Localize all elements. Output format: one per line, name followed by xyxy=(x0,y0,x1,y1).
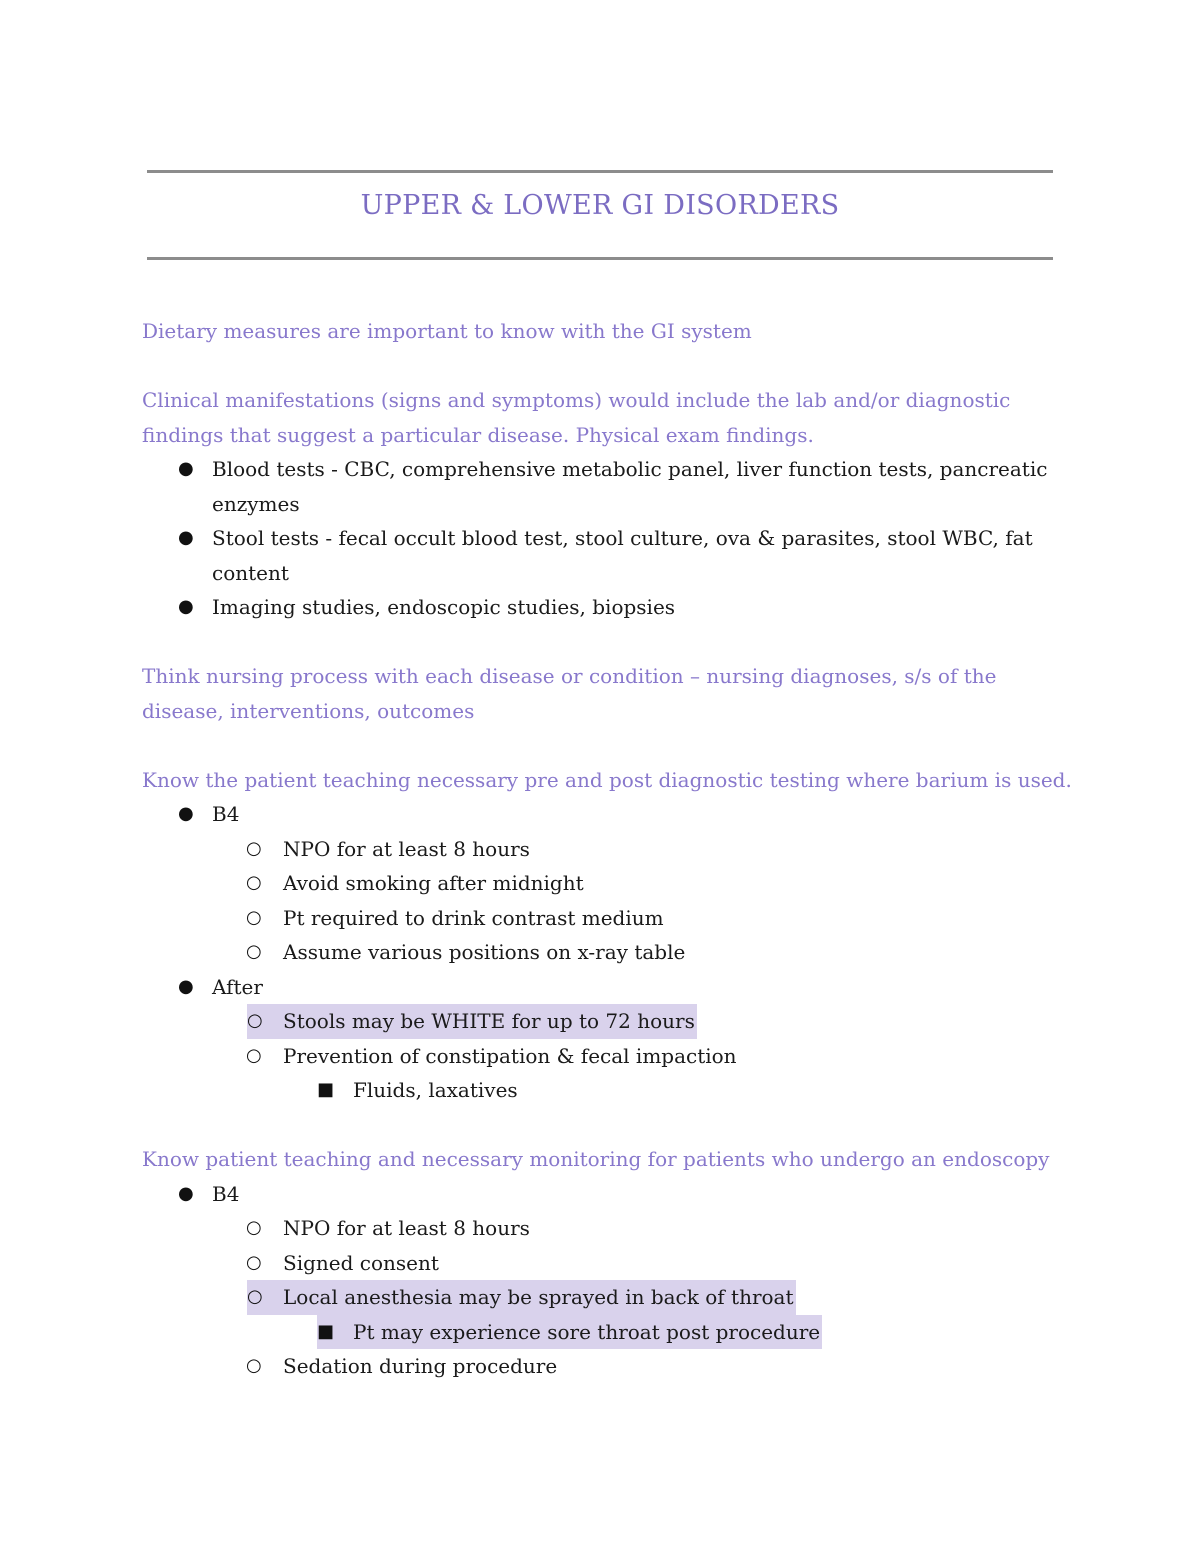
list-item-text: Blood tests - CBC, comprehensive metabolic panel, liver function tests, pancreatic enzymes xyxy=(212,457,1048,516)
list-item-text: Fluids, laxatives xyxy=(353,1078,518,1102)
list-item-text: Local anesthesia may be sprayed in back of throat xyxy=(283,1285,794,1309)
list-item xyxy=(142,935,1072,970)
list-item-highlighted xyxy=(142,1004,1072,1039)
list-item xyxy=(142,901,1072,936)
square-bullet-icon: ■ xyxy=(317,1320,335,1342)
list-item xyxy=(142,797,1072,832)
list-item xyxy=(142,452,1072,521)
list-item xyxy=(142,1349,1072,1384)
document-body xyxy=(142,314,1072,1384)
bullet-icon: ● xyxy=(178,458,194,479)
list-item-text: Stool tests - fecal occult blood test, stool culture, ova & parasites, stool WBC, fat content xyxy=(212,526,1033,585)
list-item xyxy=(142,1246,1072,1281)
title-top-rule xyxy=(147,170,1053,173)
list-item xyxy=(142,832,1072,867)
highlight xyxy=(317,1315,822,1350)
section-heading-clinical-manifestations: Clinical manifestations (signs and symptoms) would include the lab and/or diagnostic findings that suggest a particular disease. Physical exam findings. xyxy=(142,388,1011,447)
clinical-tests-list xyxy=(142,452,1072,625)
highlight xyxy=(247,1004,697,1039)
circle-bullet-icon: ○ xyxy=(246,1044,262,1066)
list-item-text: B4 xyxy=(212,1181,240,1206)
endoscopy-list xyxy=(142,1177,1072,1384)
list-item xyxy=(142,1073,1072,1108)
highlight xyxy=(247,1280,796,1315)
square-bullet-icon: ■ xyxy=(317,1079,335,1100)
section-heading-dietary: Dietary measures are important to know with the GI system xyxy=(142,319,752,343)
circle-bullet-icon: ○ xyxy=(246,1355,262,1376)
list-item-text: Pt required to drink contrast medium xyxy=(283,905,664,930)
list-item xyxy=(142,866,1072,901)
bullet-icon: ● xyxy=(178,596,194,617)
list-item xyxy=(142,970,1072,1005)
list-item xyxy=(142,590,1072,625)
list-item xyxy=(142,521,1072,590)
circle-bullet-icon: ○ xyxy=(246,837,262,859)
list-item-text: Signed consent xyxy=(283,1250,439,1275)
list-item-text: Stools may be WHITE for up to 72 hours xyxy=(283,1009,695,1033)
list-item-highlighted xyxy=(142,1315,1072,1350)
circle-bullet-icon: ○ xyxy=(246,872,262,893)
list-item xyxy=(142,1177,1072,1212)
list-item-text: After xyxy=(212,974,263,999)
list-item-text: Avoid smoking after midnight xyxy=(283,871,584,895)
section-heading-barium: Know the patient teaching necessary pre and post diagnostic testing where barium is used. xyxy=(142,767,1072,792)
list-item xyxy=(142,1039,1072,1074)
list-item-text: Assume various positions on x-ray table xyxy=(283,940,686,964)
circle-bullet-icon: ○ xyxy=(246,941,262,962)
section-heading-nursing-process: Think nursing process with each disease or condition – nursing diagnoses, s/s of the disease, interventions, outcomes xyxy=(142,664,997,723)
circle-bullet-icon: ○ xyxy=(246,906,262,928)
list-item-text: NPO for at least 8 hours xyxy=(283,1216,530,1240)
circle-bullet-icon: ○ xyxy=(246,1217,262,1238)
list-item-text: B4 xyxy=(212,802,240,826)
list-item-text: Pt may experience sore throat post procedure xyxy=(353,1319,821,1344)
circle-bullet-icon: ○ xyxy=(247,1286,263,1307)
list-item xyxy=(142,1211,1072,1246)
list-item-text: Imaging studies, endoscopic studies, biopsies xyxy=(212,595,676,619)
bullet-icon: ● xyxy=(178,527,194,548)
title-bottom-rule xyxy=(147,257,1053,260)
barium-list xyxy=(142,797,1072,1108)
list-item-text: NPO for at least 8 hours xyxy=(283,836,530,861)
list-item-text: Prevention of constipation & fecal impaction xyxy=(283,1043,737,1068)
circle-bullet-icon: ○ xyxy=(246,1251,262,1273)
bullet-icon: ● xyxy=(178,1182,194,1204)
circle-bullet-icon: ○ xyxy=(247,1010,263,1031)
list-item-text: Sedation during procedure xyxy=(283,1354,558,1378)
section-heading-endoscopy: Know patient teaching and necessary monitoring for patients who undergo an endoscopy xyxy=(142,1147,1050,1171)
bullet-icon: ● xyxy=(178,803,194,824)
page-title: UPPER & LOWER GI DISORDERS xyxy=(360,190,840,221)
bullet-icon: ● xyxy=(178,975,194,997)
list-item-highlighted xyxy=(142,1280,1072,1315)
